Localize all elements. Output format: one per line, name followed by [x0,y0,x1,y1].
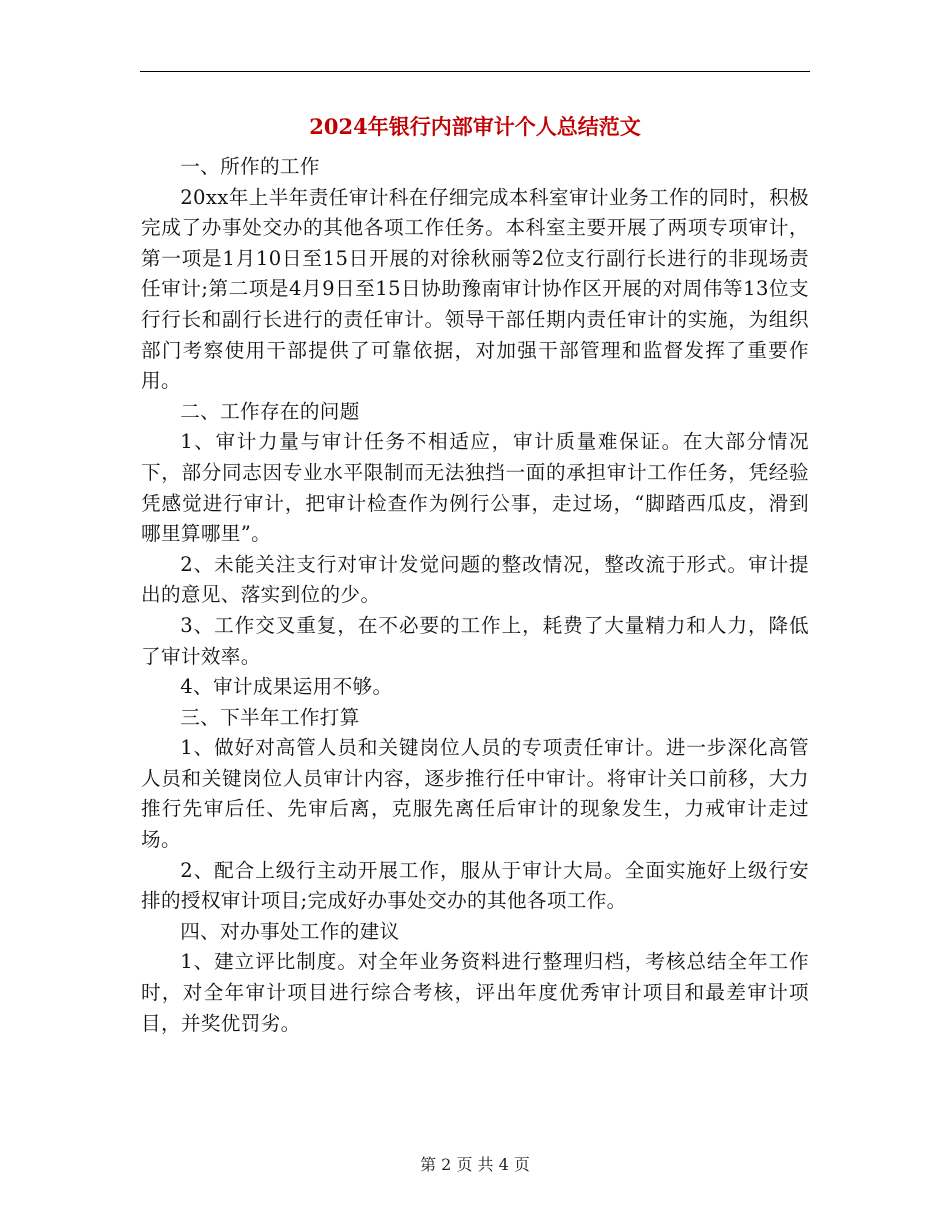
document-body [141,152,809,1039]
header-rule [140,71,810,72]
section-heading-suggestions: 四、对办事处工作的建议 [180,919,400,943]
section-heading-work-done: 一、所作的工作 [180,155,320,178]
section-heading-plans: 三、下半年工作打算 [180,705,360,729]
paragraph-problem-1: 1、审计力量与审计任务不相适应，审计质量难保证。在大部分情况下，部分同志因专业水平限制而无法独挡一面的承担审计工作任务，凭经验凭感觉进行审计，把审计检查作为例行公事，走过场，“脚踏西瓜皮，滑到哪里算哪里”。 [141,430,809,546]
paragraph-problem-4: 4、审计成果运用不够。 [180,675,393,699]
paragraph-plan-2: 2、配合上级行主动开展工作，服从于审计大局。全面实施好上级行安排的授权审计项目;完成好办事处交办的其他各项工作。 [141,858,809,913]
page-number-footer: 第 2 页 共 4 页 [420,1155,530,1174]
paragraph-work-summary: 20xx年上半年责任审计科在仔细完成本科室审计业务工作的同时，积极完成了办事处交办的其他各项工作任务。本科室主要开展了两项专项审计，第一项是1月10日至15日开展的对徐秋丽等2位支行副行长进行的非现场责任审计;第二项是4月9日至15日协助豫南审计协作区开展的对周伟等13位支行行长和副行长进行的责任审计。领导干部任期内责任审计的实施，为组织部门考察使用干部提供了可靠依据，对加强干部管理和监督发挥了重要作用。 [141,185,809,393]
document-title: 2024年银行内部审计个人总结范文 [309,114,641,139]
section-heading-problems: 二、工作存在的问题 [180,399,360,423]
paragraph-problem-3: 3、工作交叉重复，在不必要的工作上，耗费了大量精力和人力，降低了审计效率。 [141,613,809,668]
paragraph-problem-2: 2、未能关注支行对审计发觉问题的整改情况，整改流于形式。审计提出的意见、落实到位的少。 [141,552,809,607]
paragraph-suggestion-1: 1、建立评比制度。对全年业务资料进行整理归档，考核总结全年工作时，对全年审计项目进行综合考核，评出年度优秀审计项目和最差审计项目，并奖优罚劣。 [141,950,809,1035]
paragraph-plan-1: 1、做好对高管人员和关键岗位人员的专项责任审计。进一步深化高管人员和关键岗位人员审计内容，逐步推行任中审计。将审计关口前移，大力推行先审后任、先审后离，克服先离任后审计的现象发生，力戒审计走过场。 [141,736,809,852]
